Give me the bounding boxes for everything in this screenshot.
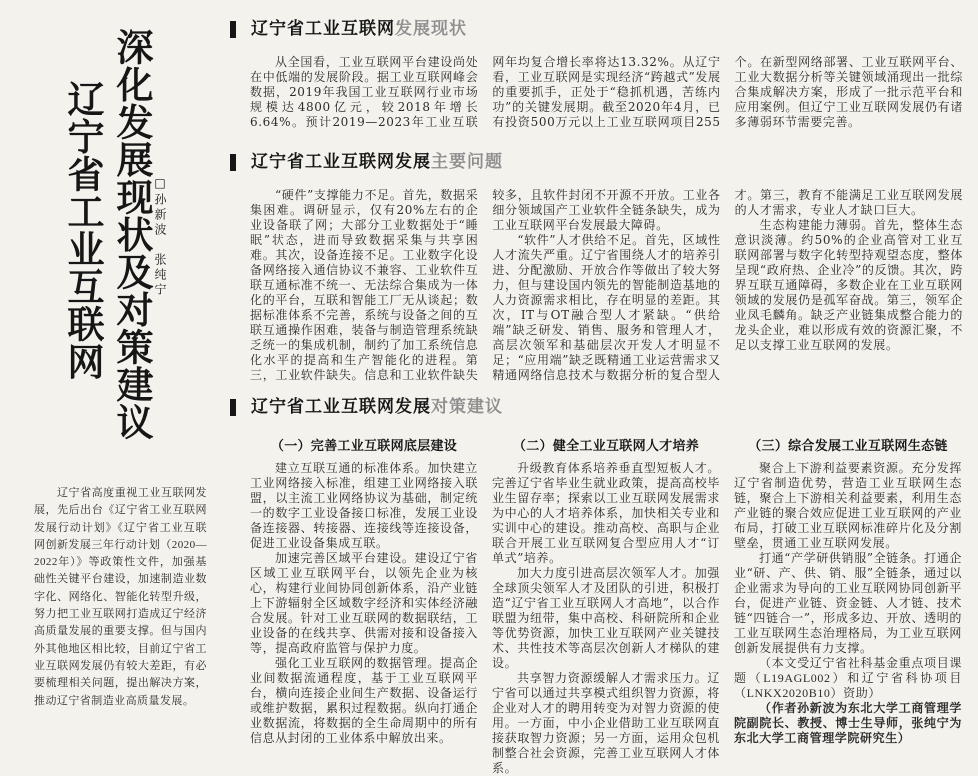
body-paragraph: 加大力度引进高层次领军人才。加强全球顶尖领军人才及团队的引进，积极打造“辽宁省工业互联网人才高地”，以合作联盟为纽带，集中高校、科研院所和企业等优势资源，加快工业互联网产业关键技术、共性技术等高层次创新人才梯队的建设。 [492, 566, 720, 670]
body-paragraph: 从全国看，工业互联网平台建设尚处在中低端的发展阶段。据工业互联网峰会数据，2019年我国工业互联网行业市场规模达4800亿元，较2018年增长6.64%。预计2019—2023年工业互联网年均复合增长率将达13.32%。从辽宁看，工业互联网是实现经济“跨越式”发展的重要抓手，正处于“稳抓机遇，苦练内功”的关键发展期。截至2020年4月，已有投资500万元以上工业互联网项目255个。在新型网络部署、工业互联网平台、工业大数据分析等关键领域涌现出一批综合集成解决方案，形成了一批示范平台和应用案例。但辽宁工业互联网发展仍有诸多薄弱环节需要完善。 [250, 55, 963, 129]
body-paragraph: 升级教育体系培养垂直型短板人才。完善辽宁省毕业生就业政策，提高高校毕业生留存率；探索以工业互联网发展需求为中心的人才培养体系，加快相关专业和实训中心的建设。推动高校、高职与企业联合开展工业互联网复合型应用人才“订单式”培养。 [492, 461, 720, 565]
problems-heading-text [251, 151, 503, 173]
section-marker-icon [230, 399, 236, 416]
heading-lead: 辽宁省工业互联网发展 [251, 397, 431, 417]
section-marker-icon [230, 154, 236, 171]
funding-note: （本文受辽宁省社科基金重点项目课题（L19AGL002）和辽宁省科协项目（LNKX2020B10）资助） [734, 656, 962, 700]
article-title-part1: 辽宁省工业互联网 [61, 80, 104, 380]
author-note: （作者孙新波为东北大学工商管理学院副院长、教授、博士生导师，张纯宁为东北大学工商管理学院研究生） [734, 701, 962, 745]
lead-paragraph: 辽宁省高度重视工业互联网发展，先后出台《辽宁省工业互联网发展行动计划》《辽宁省工业互联网创新发展三年行动计划（2020—2022年）》等政策性文件，加强基础性关键平台建设，加速制造业数字化、网络化、智能化转型升级，努力把工业互联网打造成辽宁经济高质量发展的重要支撑。但与国内外其他地区相比较，目前辽宁省工业互联网发展仍有较大差距，有必要梳理相关问题，提出解决方案，推动辽宁省制造业高质量发展。 [34, 487, 207, 707]
body-paragraph: “硬件”支撑能力不足。首先，数据采集困难。调研显示，仅有20%左右的企业设备联了网；大部分工业数据处于“睡眠”状态，进而导致数据采集与共享困难。其次，设备连接不足。工业数字化设备网络接入通信协议不兼容、工业软件互联互通标准不统一、无法综合集成为一体化的平台，互联和智能工厂无从谈起；数据标准体系不完善，系统与设备之间的互联互通操作困难，装备与制造管理系统缺乏统一的集成机制，制约了加工系统信息化水平的提高和生产智能化的进程。第三，工业软件缺失。信息和工业软件缺失较多，且软件封闭不开源不开放。工业各细分领域国产工业软件全链条缺失，成为工业互联网平台发展最大障碍。 [250, 188, 721, 382]
body-paragraph: 加速完善区域平台建设。建设辽宁省区域工业互联网平台，以领先企业为核心，构建行业间协同创新体系，沿产业链上下游辐射全区域数字经济和实体经济融合发展。针对工业互联网的数据联结，工业设备的在线共享、供需对接和设备接入等，提高政府监管与保护力度。 [250, 551, 478, 655]
body-paragraph: 强化工业互联网的数据管理。提高企业间数据流通程度，基于工业互联网平台，横向连接企业间生产数据、设备运行或维护数据，累积过程数据。纵向打通企业数据流，将数据的全生命周期中的所有信息从封闭的工业体系中解放出来。 [250, 656, 478, 745]
measures-section-heading [230, 396, 503, 418]
body-paragraph: 聚合上下游利益要素资源。充分发挥辽宁省制造优势，营造工业互联网生态链，聚合上下游相关利益要素，利用生态产业链的聚合效应促进工业互联网的产业布局，打破工业互联网标准碎片化及分割壁垒，贯通工业互联网发展。 [734, 461, 962, 550]
problems-section-body [250, 188, 963, 383]
measures-column-3 [734, 461, 962, 746]
heading-lead: 辽宁省工业互联网发展 [251, 152, 431, 172]
subsection-heading-1: （一）完善工业互联网底层建设 [270, 439, 458, 454]
subsection-heading-3: （三）综合发展工业互联网生态链 [748, 439, 948, 454]
body-paragraph: 共享智力资源缓解人才需求压力。辽宁省可以通过共享模式组织智力资源，将企业对人才的聘用转变为对智力资源的使用。一方面，中小企业借助工业互联网直接获取智力资源；另一方面，运用众包机制整合社会资源，完善工业互联网人才体系。 [492, 671, 720, 775]
status-section-heading [230, 18, 467, 40]
subsection-heading-2: （二）健全工业互联网人才培养 [512, 439, 700, 454]
measures-heading-text [251, 396, 503, 418]
body-paragraph: “软件”人才供给不足。首先，区域性人才流失严重。辽宁省围绕人才的培养引进、分配激励、开放合作等做出了较大努力，但与建设国内领先的智能制造基地的人力资源需求相比，存在明显的差距。其次，IT与OT融合型人才紧缺。“供给端”缺乏研发、销售、服务和管理人才，高层次领军和基础层次开发人才明显不足；“应用端”缺乏既精通工业运营需求又精通网络信息技术与数据分析的复合型人才。第三，教育不能满足工业互联网发展的人才需求，专业人才缺口巨大。 [492, 188, 963, 382]
measures-column-1 [250, 461, 478, 746]
heading-topic: 发展现状 [395, 19, 467, 39]
body-paragraph: 生态构建能力薄弱。首先，整体生态意识淡薄。约50%的企业高管对工业互联网部署与数字化转型持观望态度，整体呈现“政府热、企业冷”的反馈。其次，跨界互联互通障碍，多数企业在工业互联网领域的发展仍是孤军奋战。第三，领军企业凤毛麟角。缺乏产业链集成整合能力的龙头企业，难以形成有效的资源汇聚，不足以支撑工业互联网的发展。 [734, 218, 963, 352]
problems-section-heading [230, 151, 503, 173]
heading-topic: 对策建议 [431, 397, 503, 417]
heading-lead: 辽宁省工业互联网 [251, 19, 395, 39]
byline: □孙新波 张纯宁 [153, 176, 167, 298]
article-title-part2: 深化发展现状及对策建议 [110, 28, 153, 441]
status-section-body [250, 55, 963, 130]
body-paragraph: 建立互联互通的标准体系。加快建立工业网络接入标准，组建工业网络接入联盟，以主流工业网络协议为基础，制定统一的数字工业设备接口标准，发展工业设备连接器、转接器、连接线等连接设备，促进工业设备集成互联。 [250, 461, 478, 550]
section-marker-icon [230, 21, 236, 38]
heading-topic: 主要问题 [431, 152, 503, 172]
measures-column-2 [492, 461, 720, 776]
status-heading-text [251, 18, 467, 40]
body-paragraph: 打通“产学研供销服”全链条。打通企业“研、产、供、销、服”全链条，通过以企业需求为导向的工业互联网协同创新平台，促进产业链、资金链、人才链、技术链“四链合一”，形成多边、开放、透明的工业互联网生态治理格局，为工业互联网创新发展提供有力支撑。 [734, 551, 962, 655]
